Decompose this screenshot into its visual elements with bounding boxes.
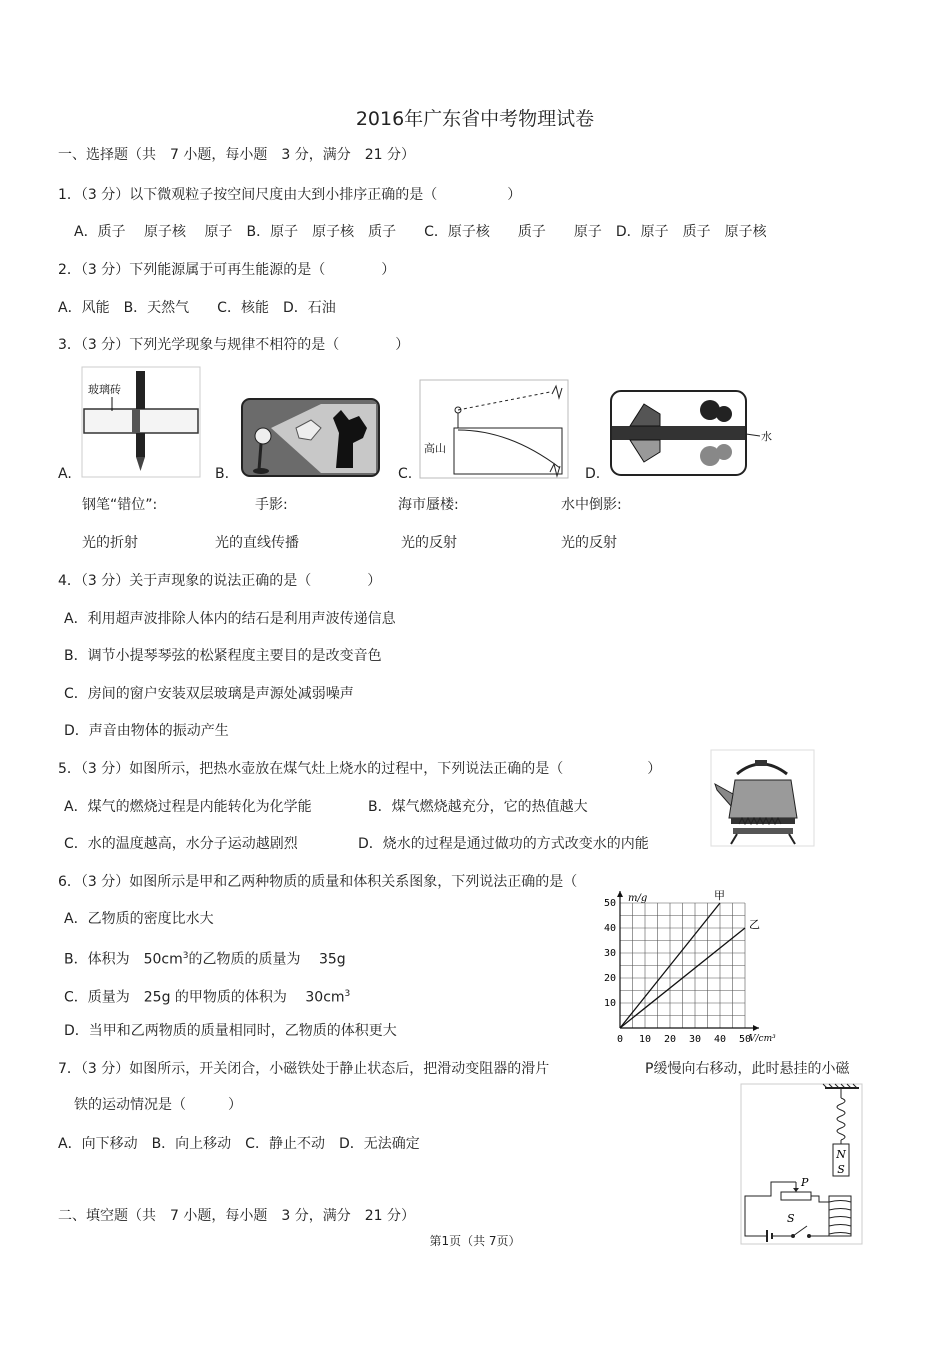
x-tick-label: 20 <box>663 1034 677 1045</box>
caption-d-law: 光的反射 <box>561 535 617 551</box>
y-tick-label: 10 <box>603 998 616 1009</box>
question-1-stem: 1．（3 分）以下微观粒子按空间尺度由大到小排序正确的是（ ） <box>58 187 522 203</box>
question-4-option-d: D．声音由物体的振动产生 <box>64 723 229 739</box>
water-reflection-figure <box>610 390 775 478</box>
question-6-option-c: C．质量为 25g 的甲物质的体积为 $30cm^3$ <box>64 989 351 1006</box>
caption-a-law: 光的折射 <box>82 535 138 551</box>
question-2-stem: 2．（3 分）下列能源属于可再生能源的是（ ） <box>58 262 396 278</box>
y-axis-arrow <box>617 891 623 897</box>
y-tick-label: 30 <box>603 948 616 959</box>
glass-block-label: 玻璃砖 <box>88 383 121 396</box>
question-6-option-a: A．乙物质的密度比水大 <box>64 911 214 927</box>
hand-shadow-figure <box>241 398 380 477</box>
x-tick-label: 10 <box>638 1034 652 1045</box>
y-tick-label: 20 <box>603 973 616 984</box>
mass-volume-chart <box>595 888 776 1053</box>
caption-c-title: 海市蜃楼: <box>398 497 459 513</box>
slider-p-label: P <box>801 1176 809 1189</box>
x-tick-label: 0 <box>616 1034 624 1045</box>
question-5-option-b: B．煤气燃烧越充分，它的热值越大 <box>368 799 588 815</box>
south-pole-label: S <box>837 1163 845 1176</box>
caption-a-title: 钢笔“错位”: <box>82 497 158 513</box>
question-5-option-d: D．烧水的过程是通过做功的方式改变水的内能 <box>358 836 649 852</box>
y-tick-label: 50 <box>603 898 616 909</box>
y-axis-label: m/g <box>628 893 648 904</box>
y-tick-label: 40 <box>603 923 616 934</box>
option-b-label: B. <box>215 466 230 482</box>
x-tick-label: 50 <box>738 1034 752 1045</box>
question-6-stem: 6．（3 分）如图所示是甲和乙两种物质的质量和体积关系图象，下列说法正确的是（ <box>58 874 578 890</box>
question-7-options: A．向下移动 B．向上移动 C．静止不动 D．无法确定 <box>58 1136 420 1152</box>
question-4-option-c: C．房间的窗户安装双层玻璃是声源处减弱噪声 <box>64 686 354 702</box>
caption-b-title: 手影: <box>255 497 288 513</box>
series-name-label: 甲 <box>714 889 725 902</box>
question-7-stem-line3: 铁的运动情况是（ ） <box>74 1097 242 1113</box>
question-6-option-d: D．当甲和乙两物质的质量相同时，乙物质的体积更大 <box>64 1023 397 1039</box>
section-heading-choice: 一、选择题（共 7 小题，每小题 3 分，满分 21 分） <box>58 147 415 163</box>
option-d-label: D. <box>585 466 601 482</box>
circuit-magnet-figure <box>741 1084 862 1244</box>
caption-c-law: 光的反射 <box>401 535 457 551</box>
x-tick-label: 40 <box>713 1034 727 1045</box>
question-4-option-b: B．调节小提琴琴弦的松紧程度主要目的是改变音色 <box>64 648 382 664</box>
question-6-option-b: B．体积为 $50cm^3$的乙物质的质量为 35g <box>64 951 346 968</box>
kettle-figure <box>711 750 814 846</box>
mirage-figure <box>420 380 568 478</box>
question-1-options: A．质子 原子核 原子 B．原子 原子核 质子 C．原子核 质子 原子 D．原子 质子 原子核 <box>74 224 767 240</box>
question-3-stem: 3．（3 分）下列光学现象与规律不相符的是（ ） <box>58 337 410 353</box>
x-axis-arrow <box>753 1025 759 1031</box>
question-2-options: A．风能 B．天然气 C．核能 D．石油 <box>58 300 336 316</box>
series-name-label: 乙 <box>749 918 760 931</box>
north-pole-label: N <box>836 1148 846 1161</box>
question-5-option-a: A．煤气的燃烧过程是内能转化为化学能 <box>64 799 312 815</box>
question-4-stem: 4．（3 分）关于声现象的说法正确的是（ ） <box>58 573 382 589</box>
pen-glass-figure <box>82 367 200 477</box>
page-title: 2016年广东省中考物理试卷 <box>355 108 595 130</box>
x-tick-label: 30 <box>688 1034 702 1045</box>
question-5-option-c: C．水的温度越高，水分子运动越剧烈 <box>64 836 298 852</box>
option-c-label: C. <box>398 466 413 482</box>
option-a-label: A. <box>58 466 72 482</box>
page-footer: 第1页（共 7页） <box>429 1234 521 1248</box>
question-7-stem-line2: P缓慢向右移动，此时悬挂的小磁 <box>645 1061 850 1077</box>
caption-b-law: 光的直线传播 <box>215 535 299 551</box>
switch-s-label: S <box>787 1212 795 1225</box>
x-axis-label: V/cm³ <box>749 1034 776 1044</box>
caption-d-title: 水中倒影: <box>561 497 622 513</box>
question-5-stem: 5．（3 分）如图所示，把热水壶放在煤气灶上烧水的过程中，下列说法正确的是（ ） <box>58 761 662 777</box>
section-heading-fill: 二、填空题（共 7 小题，每小题 3 分，满分 21 分） <box>58 1208 415 1224</box>
question-7-stem-line1: 7．（3 分）如图所示，开关闭合，小磁铁处于静止状态后，把滑动变阻器的滑片 <box>58 1061 550 1077</box>
water-label: 水 <box>761 430 772 443</box>
mountain-label: 高山 <box>424 442 446 455</box>
question-4-option-a: A．利用超声波排除人体内的结石是利用声波传递信息 <box>64 611 396 627</box>
